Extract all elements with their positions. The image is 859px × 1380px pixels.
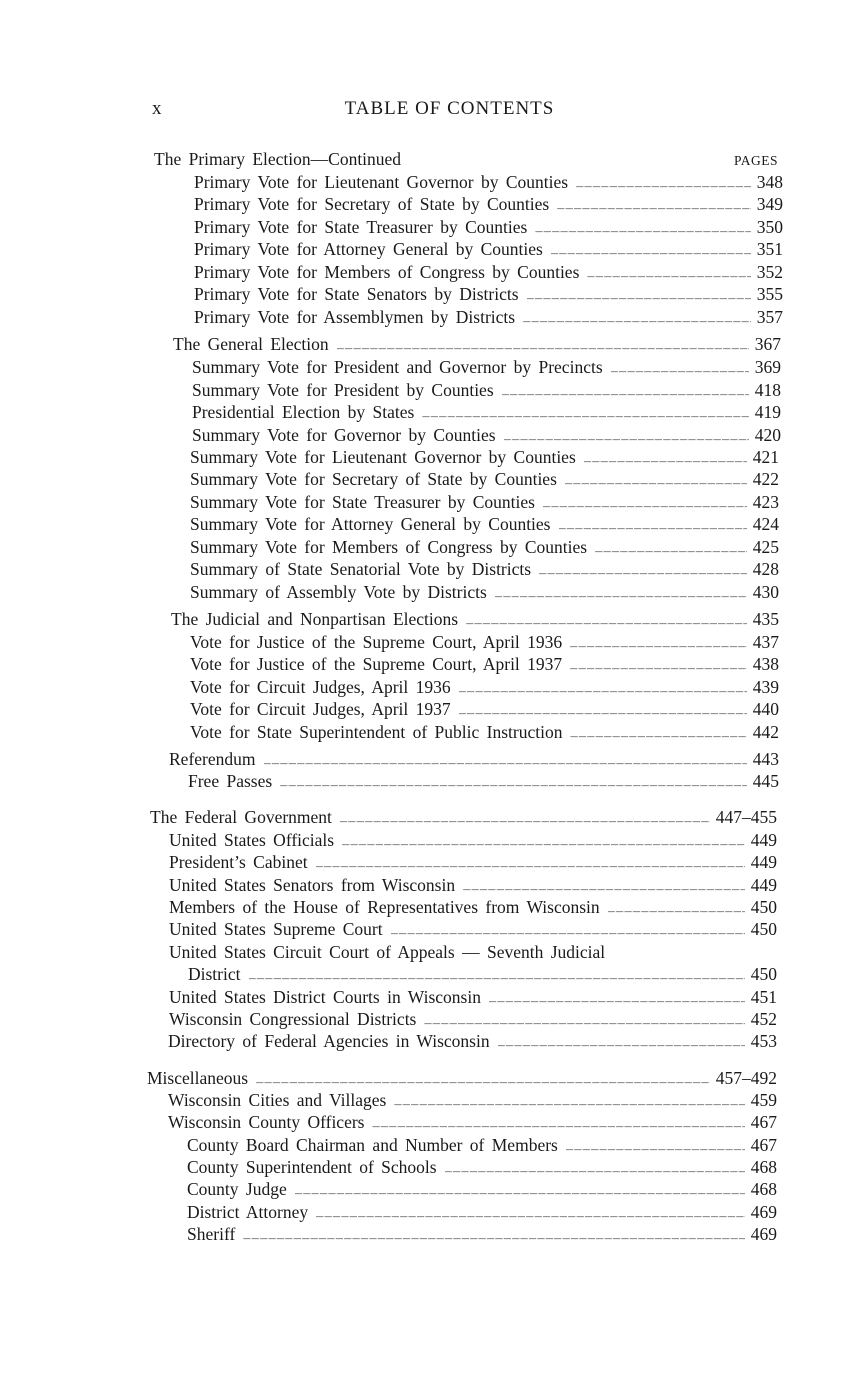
running-head-title: TABLE OF CONTENTS (344, 98, 555, 119)
toc-entry-title: Wisconsin Congressional Districts (169, 1009, 417, 1029)
toc-entry[interactable] (187, 1223, 777, 1245)
toc-entry-title: Primary Vote for Lieutenant Governor by Counties (194, 172, 569, 192)
toc-entry-title: The General Election (173, 334, 329, 354)
toc-entry-page: 450 (750, 964, 777, 984)
toc-entry-title: Summary Vote for Secretary of State by Counties (190, 469, 557, 489)
dot-leader (394, 1095, 744, 1107)
toc-entry-page: 440 (752, 699, 779, 719)
dot-leader (316, 1207, 745, 1219)
toc-entry-page: 468 (750, 1157, 777, 1177)
toc-entry-page: 442 (752, 722, 779, 742)
toc-entry-page: 469 (750, 1202, 777, 1222)
toc-entry[interactable] (194, 283, 783, 305)
toc-entry-page: 350 (756, 217, 783, 237)
dot-leader (316, 857, 745, 869)
toc-entry-title: Referendum (169, 749, 256, 769)
toc-entry-page: 435 (752, 609, 779, 629)
toc-entry[interactable] (150, 806, 777, 828)
toc-entry-page: 419 (754, 402, 781, 422)
toc-entry-page: 468 (750, 1179, 777, 1199)
toc-entry-title: Summary Vote for Members of Congress by Counties (190, 537, 588, 557)
dot-leader (264, 754, 747, 766)
toc-entry-page: 423 (752, 492, 779, 512)
toc-entry-page: 469 (750, 1224, 777, 1244)
toc-entry[interactable] (169, 986, 777, 1008)
dot-leader (584, 452, 747, 464)
toc-entry[interactable] (190, 698, 779, 720)
toc-entry-title: Summary Vote for President and Governor by Precincts (192, 357, 603, 377)
toc-entry-page: 453 (750, 1031, 777, 1051)
dot-leader (445, 1162, 745, 1174)
toc-entry[interactable] (194, 261, 783, 283)
dot-leader (570, 637, 747, 649)
toc-entry[interactable] (194, 171, 783, 193)
toc-entry-title: Vote for Circuit Judges, April 1937 (190, 699, 451, 719)
toc-entry[interactable] (190, 558, 779, 580)
toc-entry-page: 348 (756, 172, 783, 192)
toc-entry-title: Vote for Circuit Judges, April 1936 (190, 677, 451, 697)
toc-entry-page: 425 (752, 537, 779, 557)
toc-entry-page: 450 (750, 897, 777, 917)
toc-entry[interactable] (190, 581, 779, 603)
toc-entry-page: 449 (750, 875, 777, 895)
toc-entry-title: Primary Vote for Assemblymen by Districts (194, 307, 516, 327)
toc-entry-title: United States District Courts in Wisconsin (169, 987, 481, 1007)
toc-entry[interactable] (169, 941, 777, 963)
dot-leader (372, 1117, 744, 1129)
toc-entry-title: Summary Vote for Attorney General by Counties (190, 514, 551, 534)
toc-entry-title: United States Officials (169, 830, 335, 850)
toc-entry[interactable] (188, 963, 777, 985)
toc-entry-title: United States Circuit Court of Appeals — Seventh Judicial (169, 942, 606, 962)
toc-entry[interactable] (147, 1067, 777, 1089)
toc-entry-page: 420 (754, 425, 781, 445)
toc-entry-title: Summary of Assembly Vote by Districts (190, 582, 487, 602)
toc-entry[interactable] (194, 306, 783, 328)
toc-entry-page: 424 (752, 514, 779, 534)
dot-leader (559, 519, 747, 531)
dot-leader (608, 902, 745, 914)
toc-entry[interactable] (190, 513, 779, 535)
toc-entry-title: Vote for Justice of the Supreme Court, April 1937 (190, 654, 563, 674)
toc-entry-page: 367 (754, 334, 781, 354)
toc-entry[interactable] (168, 1089, 777, 1111)
toc-entry[interactable] (169, 748, 779, 770)
dot-leader (422, 407, 748, 419)
toc-entry[interactable] (169, 1008, 777, 1030)
toc-entry-page: 457–492 (715, 1068, 777, 1088)
dot-leader (502, 385, 749, 397)
dot-leader (280, 776, 747, 788)
toc-entry-title: County Board Chairman and Number of Members (187, 1135, 558, 1155)
toc-entry-title: The Federal Government (150, 807, 332, 827)
toc-entry-page: 437 (752, 632, 779, 652)
toc-entry-title: United States Senators from Wisconsin (169, 875, 456, 895)
toc-entry[interactable] (190, 491, 779, 513)
toc-entry[interactable] (169, 874, 777, 896)
toc-entry[interactable] (187, 1178, 777, 1200)
dot-leader (256, 1073, 710, 1085)
toc-entry-title: Free Passes (188, 771, 273, 791)
toc-entry-page: 459 (750, 1090, 777, 1110)
toc-entry-title: Miscellaneous (147, 1068, 249, 1088)
toc-entry[interactable] (168, 1111, 777, 1133)
toc-entry-title: District (188, 964, 241, 984)
toc-entry-page: 352 (756, 262, 783, 282)
toc-entry[interactable] (194, 216, 783, 238)
toc-entry[interactable] (190, 631, 779, 653)
toc-entry-page: 430 (752, 582, 779, 602)
toc-entry-title: Wisconsin Cities and Villages (168, 1090, 387, 1110)
dot-leader (340, 812, 710, 824)
pages-column-label: PAGES (734, 153, 779, 168)
toc-entry-page: 447–455 (715, 807, 777, 827)
toc-entry[interactable] (190, 536, 779, 558)
toc-entry-title: Summary Vote for Lieutenant Governor by Counties (190, 447, 576, 467)
toc-entry-title: Primary Vote for Secretary of State by Counties (194, 194, 550, 214)
toc-entry-title: Vote for Justice of the Supreme Court, April 1936 (190, 632, 563, 652)
dot-leader (459, 704, 747, 716)
dot-leader (243, 1229, 744, 1241)
toc-entry-title: United States Supreme Court (169, 919, 383, 939)
dot-leader (570, 727, 746, 739)
toc-entry[interactable] (169, 851, 777, 873)
toc-entry[interactable] (188, 770, 779, 792)
dot-leader (539, 564, 747, 576)
toc-entry[interactable] (192, 379, 781, 401)
toc-entry-page: 349 (756, 194, 783, 214)
toc-entry-title: Primary Vote for State Treasurer by Counties (194, 217, 528, 237)
dot-leader (424, 1014, 744, 1026)
dot-leader (249, 969, 745, 981)
dot-leader (463, 880, 745, 892)
toc-entry[interactable] (190, 468, 779, 490)
dot-leader (566, 1140, 745, 1152)
toc-entry-page: 449 (750, 830, 777, 850)
toc-entry-title: President’s Cabinet (169, 852, 308, 872)
toc-entry[interactable] (194, 238, 783, 260)
toc-entry-page: 428 (752, 559, 779, 579)
toc-entry-title: The Primary Election—Continued (154, 149, 402, 169)
toc-entry[interactable] (190, 676, 779, 698)
toc-entry[interactable] (154, 148, 401, 170)
dot-leader (527, 289, 751, 301)
toc-entry-page: 467 (750, 1112, 777, 1132)
dot-leader (565, 474, 747, 486)
toc-entry-title: Members of the House of Representatives from Wisconsin (169, 897, 600, 917)
dot-leader (504, 430, 749, 442)
dot-leader (557, 199, 751, 211)
toc-entry-page: 443 (752, 749, 779, 769)
dot-leader (570, 659, 747, 671)
toc-entry-page: 467 (750, 1135, 777, 1155)
dot-leader (295, 1184, 745, 1196)
dot-leader (576, 177, 751, 189)
toc-entry-title: District Attorney (187, 1202, 309, 1222)
toc-entry-title: Presidential Election by States (192, 402, 415, 422)
dot-leader (466, 614, 747, 626)
toc-entry[interactable] (192, 401, 781, 423)
dot-leader (551, 244, 751, 256)
toc-entry-page: 422 (752, 469, 779, 489)
toc-entry-title: Primary Vote for Members of Congress by Counties (194, 262, 580, 282)
toc-entry-page: 357 (756, 307, 783, 327)
dot-leader (459, 682, 747, 694)
dot-leader (543, 497, 747, 509)
dot-leader (498, 1036, 745, 1048)
toc-entry-page: 445 (752, 771, 779, 791)
toc-entry[interactable] (171, 608, 779, 630)
toc-entry[interactable] (190, 446, 779, 468)
toc-entry-page: 438 (752, 654, 779, 674)
toc-entry-page: 451 (750, 987, 777, 1007)
toc-entry-title: Summary of State Senatorial Vote by Districts (190, 559, 532, 579)
dot-leader (595, 542, 747, 554)
dot-leader (523, 312, 751, 324)
toc-entry-title: Directory of Federal Agencies in Wisconsin (168, 1031, 490, 1051)
toc-entry[interactable] (187, 1201, 777, 1223)
toc-entry[interactable] (192, 356, 781, 378)
dot-leader (495, 587, 747, 599)
toc-entry-title: Primary Vote for Attorney General by Counties (194, 239, 543, 259)
dot-leader (489, 992, 745, 1004)
toc-entry-title: Summary Vote for President by Counties (192, 380, 494, 400)
toc-entry-title: Summary Vote for Governor by Counties (192, 425, 496, 445)
dot-leader (611, 362, 749, 374)
toc-entry[interactable] (190, 721, 779, 743)
toc-entry[interactable] (190, 653, 779, 675)
dot-leader (337, 339, 749, 351)
toc-entry-page: 450 (750, 919, 777, 939)
toc-entry[interactable] (169, 829, 777, 851)
toc-entry-page: 421 (752, 447, 779, 467)
toc-entry[interactable] (169, 896, 777, 918)
toc-entry[interactable] (187, 1156, 777, 1178)
dot-leader (391, 924, 745, 936)
toc-entry-page: 369 (754, 357, 781, 377)
toc-entry-title: County Superintendent of Schools (187, 1157, 437, 1177)
dot-leader (587, 267, 750, 279)
toc-entry-title: County Judge (187, 1179, 287, 1199)
toc-entry-page: 439 (752, 677, 779, 697)
toc-entry-title: Primary Vote for State Senators by Districts (194, 284, 519, 304)
toc-entry-title: The Judicial and Nonpartisan Elections (171, 609, 459, 629)
toc-entry-page: 351 (756, 239, 783, 259)
toc-entry-page: 449 (750, 852, 777, 872)
toc-entry-title: Wisconsin County Officers (168, 1112, 365, 1132)
toc-entry-title: Sheriff (187, 1224, 236, 1244)
toc-entry-page: 355 (756, 284, 783, 304)
dot-leader (535, 222, 750, 234)
toc-entry[interactable] (168, 1030, 777, 1052)
toc-entry[interactable] (187, 1134, 777, 1156)
toc-entry[interactable] (173, 333, 781, 355)
page-number: x (152, 98, 163, 119)
toc-entry-title: Vote for State Superintendent of Public Instruction (190, 722, 563, 742)
toc-entry-page: 452 (750, 1009, 777, 1029)
toc-entry-title: Summary Vote for State Treasurer by Counties (190, 492, 535, 512)
toc-entry[interactable] (194, 193, 783, 215)
toc-entry[interactable] (192, 424, 781, 446)
toc-entry-page: 418 (754, 380, 781, 400)
toc-entry[interactable] (169, 918, 777, 940)
dot-leader (342, 835, 745, 847)
